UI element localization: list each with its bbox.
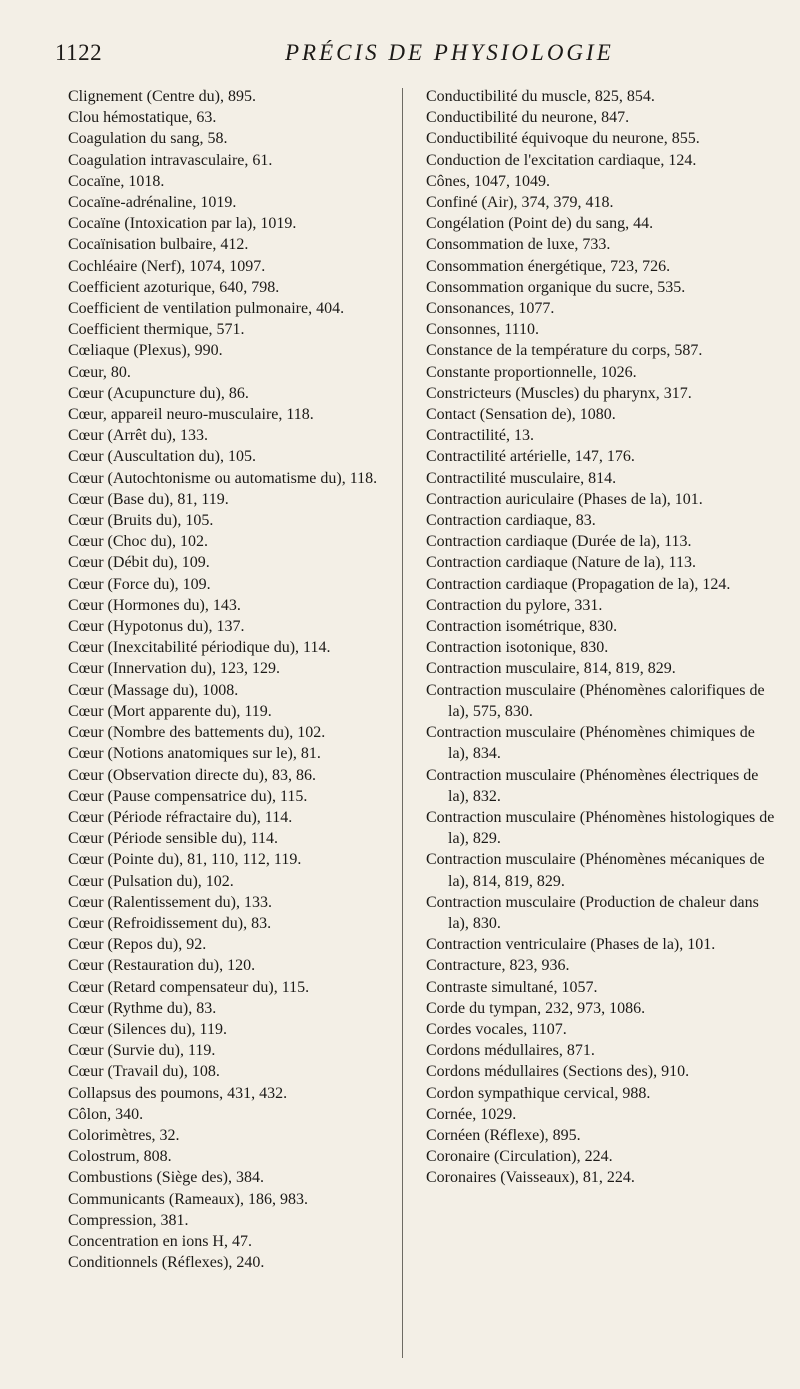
index-entry: Cœur (Observation directe du), 83, 86.	[68, 766, 316, 784]
page-number: 1122	[55, 40, 103, 65]
index-entry: Cœur (Bruits du), 105.	[68, 512, 214, 530]
index-entry: Cocaïne-adrénaline, 1019.	[68, 194, 237, 212]
index-entry: Cocaïne, 1018.	[68, 172, 165, 190]
index-entry: Coagulation du sang, 58.	[68, 130, 228, 148]
index-entry: Cœur (Pause compensatrice du), 115.	[68, 787, 308, 805]
index-entry: Contraction isotonique, 830.	[426, 639, 609, 657]
index-entry: Contact (Sensation de), 1080.	[426, 406, 616, 424]
index-entry: Combustions (Siège des), 384.	[68, 1169, 264, 1187]
index-entry: Cordons médullaires (Sections des), 910.	[426, 1063, 690, 1081]
index-entry: Cœliaque (Plexus), 990.	[68, 342, 223, 360]
index-entry: Contraste simultané, 1057.	[426, 978, 598, 996]
index-entry: Contraction musculaire (Phénomènes mécaniques de la), 814, 819, 829.	[426, 851, 765, 890]
index-entry: Cœur (Retard compensateur du), 115.	[68, 978, 310, 996]
index-entry: Coronaires (Vaisseaux), 81, 224.	[426, 1169, 635, 1187]
index-entry: Congélation (Point de) du sang, 44.	[426, 215, 654, 233]
index-entry: Contracture, 823, 936.	[426, 957, 570, 975]
index-entry: Clou hémostatique, 63.	[68, 109, 217, 127]
index-entry: Coronaire (Circulation), 224.	[426, 1148, 613, 1166]
index-entry: Cœur (Notions anatomiques sur le), 81.	[68, 745, 321, 763]
index-entry: Côlon, 340.	[68, 1105, 144, 1123]
index-entry: Cœur (Restauration du), 120.	[68, 957, 256, 975]
index-entry: Contraction musculaire (Production de chaleur dans la), 830.	[426, 893, 759, 932]
index-entry: Collapsus des poumons, 431, 432.	[68, 1084, 288, 1102]
index-entry: Contraction musculaire (Phénomènes histologiques de la), 829.	[426, 808, 775, 848]
index-entry: Cœur (Acupuncture du), 86.	[68, 384, 249, 402]
index-entry: Contractilité artérielle, 147, 176.	[426, 448, 635, 466]
index-entry: Clignement (Centre du), 895.	[68, 88, 256, 105]
index-entry: Corde du tympan, 232, 973, 1086.	[426, 999, 646, 1017]
running-title: PRÉCIS DE PHYSIOLOGIE	[285, 40, 614, 65]
index-entry: Consonances, 1077.	[426, 300, 555, 318]
index-entry: Cœur (Période réfractaire du), 114.	[68, 808, 293, 826]
page-header	[55, 40, 760, 70]
index-entry: Contraction cardiaque (Durée de la), 113.	[426, 533, 692, 551]
index-entry: Constance de la température du corps, 587.	[426, 342, 703, 360]
index-entry: Cœur (Survie du), 119.	[68, 1042, 216, 1060]
index-entry: Contraction cardiaque, 83.	[426, 512, 596, 530]
index-entry: Concentration en ions H, 47.	[68, 1232, 252, 1250]
index-entry: Cœur (Silences du), 119.	[68, 1020, 227, 1038]
index-entry: Contraction musculaire (Phénomènes chimiques de la), 834.	[426, 724, 755, 763]
index-entry: Contractilité musculaire, 814.	[426, 469, 617, 487]
index-entry: Contraction auriculaire (Phases de la), 101.	[426, 490, 703, 508]
index-entry: Cœur (Refroidissement du), 83.	[68, 914, 272, 932]
index-entry: Cœur (Inexcitabilité périodique du), 114.	[68, 639, 331, 657]
index-entry: Cordes vocales, 1107.	[426, 1020, 567, 1038]
index-entry: Coefficient thermique, 571.	[68, 321, 245, 339]
index-entry: Cornée, 1029.	[426, 1105, 517, 1123]
index-entry: Conductibilité équivoque du neurone, 855.	[426, 130, 700, 148]
index-entry: Confiné (Air), 374, 379, 418.	[426, 194, 614, 212]
index-entry: Cœur (Choc du), 102.	[68, 533, 208, 551]
index-entry: Coagulation intravasculaire, 61.	[68, 151, 273, 169]
index-entry: Cœur (Autochtonisme ou automatisme du), 118.	[68, 469, 378, 487]
index-entry: Cœur (Pulsation du), 102.	[68, 872, 234, 890]
index-entry: Cœur (Pointe du), 81, 110, 112, 119.	[68, 851, 302, 869]
index-entry: Cocaïne (Intoxication par la), 1019.	[68, 215, 297, 233]
index-entry: Cœur (Auscultation du), 105.	[68, 448, 256, 466]
index-entry: Cornéen (Réflexe), 895.	[426, 1126, 581, 1144]
index-column-left	[68, 86, 390, 1273]
index-entry: Conductibilité du muscle, 825, 854.	[426, 88, 655, 105]
index-entry: Cœur (Hormones du), 143.	[68, 596, 241, 614]
column-divider	[402, 88, 403, 1358]
index-entry: Contraction du pylore, 331.	[426, 596, 603, 614]
index-entry: Consommation de luxe, 733.	[426, 236, 611, 254]
index-entry: Coefficient de ventilation pulmonaire, 404.	[68, 300, 345, 318]
index-entry: Cœur, 80.	[68, 363, 131, 381]
index-entry: Cœur (Hypotonus du), 137.	[68, 618, 245, 636]
index-entry: Colostrum, 808.	[68, 1148, 172, 1166]
index-entry: Contraction musculaire, 814, 819, 829.	[426, 660, 676, 678]
index-entry: Cocaïnisation bulbaire, 412.	[68, 236, 249, 254]
index-entry: Constante proportionnelle, 1026.	[426, 363, 637, 381]
index-entry: Consommation énergétique, 723, 726.	[426, 257, 671, 275]
index-entry: Cœur (Rythme du), 83.	[68, 999, 217, 1017]
index-entry: Conduction de l'excitation cardiaque, 124.	[426, 151, 697, 169]
index-entry: Colorimètres, 32.	[68, 1126, 180, 1144]
index-entry: Cœur (Mort apparente du), 119.	[68, 702, 272, 720]
index-entry: Cordons médullaires, 871.	[426, 1042, 595, 1060]
index-entry: Contraction musculaire (Phénomènes calorifiques de la), 575, 830.	[426, 681, 765, 720]
index-entry: Cœur (Repos du), 92.	[68, 936, 207, 954]
index-entry: Compression, 381.	[68, 1211, 189, 1229]
index-entry: Cordon sympathique cervical, 988.	[426, 1084, 651, 1102]
index-entry: Contraction isométrique, 830.	[426, 618, 618, 636]
index-column-right	[426, 86, 776, 1189]
index-entry: Consonnes, 1110.	[426, 321, 540, 339]
index-entry: Constricteurs (Muscles) du pharynx, 317.	[426, 384, 692, 402]
index-entry: Cœur, appareil neuro-musculaire, 118.	[68, 406, 314, 424]
index-entry: Cœur (Innervation du), 123, 129.	[68, 660, 280, 678]
index-entry: Cônes, 1047, 1049.	[426, 172, 550, 190]
index-entry: Coefficient azoturique, 640, 798.	[68, 278, 280, 296]
index-entry: Cœur (Débit du), 109.	[68, 554, 210, 572]
index-entry: Cochléaire (Nerf), 1074, 1097.	[68, 257, 266, 275]
index-entry: Conductibilité du neurone, 847.	[426, 109, 630, 127]
index-entry: Contraction musculaire (Phénomènes électriques de la), 832.	[426, 766, 759, 805]
index-entry: Contraction cardiaque (Nature de la), 113.	[426, 554, 696, 572]
index-entry: Contractilité, 13.	[426, 427, 534, 445]
index-entry: Contraction ventriculaire (Phases de la), 101.	[426, 936, 716, 954]
index-entry: Cœur (Travail du), 108.	[68, 1063, 220, 1081]
index-entry: Communicants (Rameaux), 186, 983.	[68, 1190, 308, 1208]
index-entry: Cœur (Base du), 81, 119.	[68, 490, 229, 508]
index-entry: Consommation organique du sucre, 535.	[426, 278, 686, 296]
index-entry: Cœur (Arrêt du), 133.	[68, 427, 208, 445]
index-entry: Cœur (Ralentissement du), 133.	[68, 893, 272, 911]
index-entry: Cœur (Nombre des battements du), 102.	[68, 724, 326, 742]
index-entry: Cœur (Période sensible du), 114.	[68, 830, 279, 848]
index-entry: Conditionnels (Réflexes), 240.	[68, 1254, 265, 1272]
index-entry: Cœur (Massage du), 1008.	[68, 681, 239, 699]
index-entry: Contraction cardiaque (Propagation de la), 124.	[426, 575, 731, 593]
index-entry: Cœur (Force du), 109.	[68, 575, 211, 593]
